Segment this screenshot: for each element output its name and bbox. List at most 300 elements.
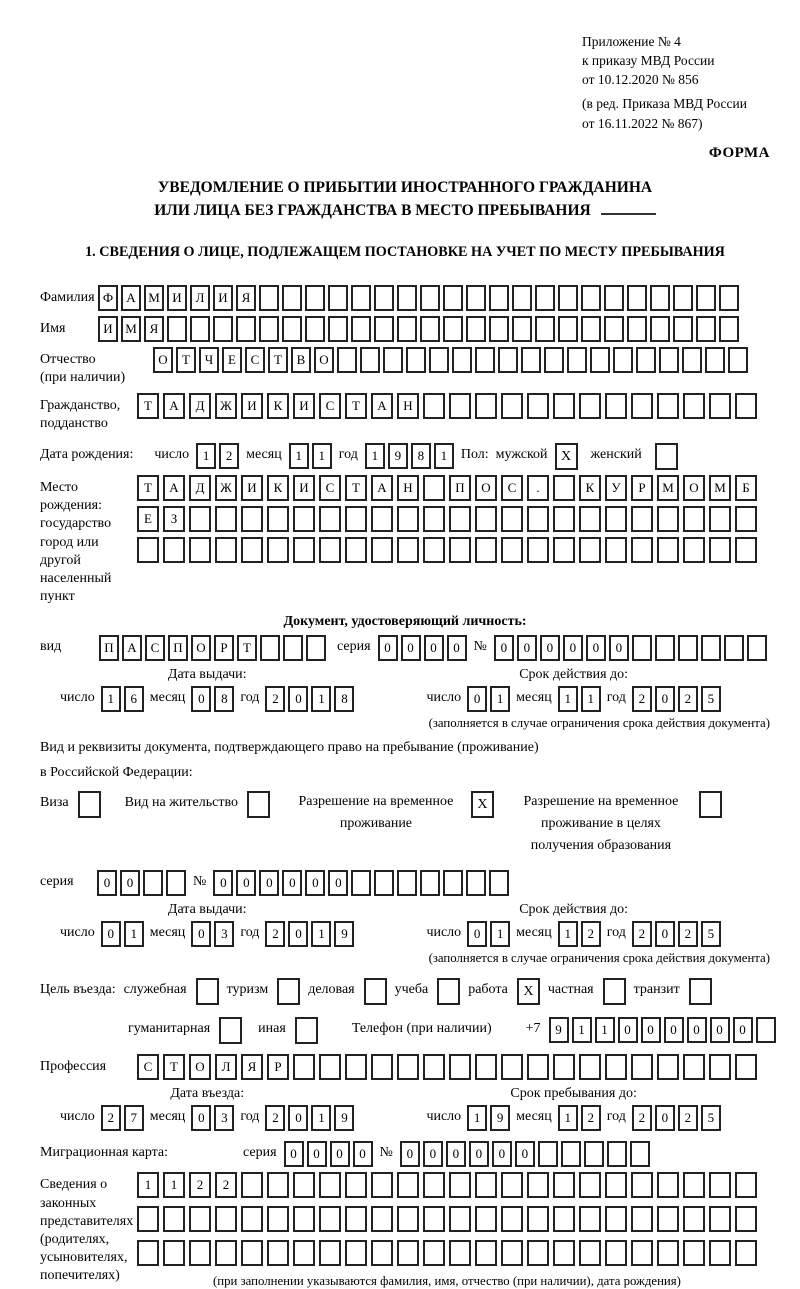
char-box[interactable] [657, 506, 679, 532]
char-box[interactable] [613, 347, 633, 373]
char-box[interactable]: Т [176, 347, 196, 373]
char-box[interactable] [423, 393, 445, 419]
char-box[interactable] [735, 1240, 757, 1266]
char-box[interactable] [259, 285, 279, 311]
char-box[interactable] [259, 316, 279, 342]
char-box[interactable]: Т [237, 635, 257, 661]
char-box[interactable] [137, 537, 159, 563]
char-box[interactable] [475, 1054, 497, 1080]
char-box[interactable] [657, 537, 679, 563]
char-box[interactable] [241, 1240, 263, 1266]
char-box[interactable] [683, 537, 705, 563]
char-box[interactable] [735, 537, 757, 563]
char-box[interactable] [683, 1054, 705, 1080]
char-box[interactable] [267, 1240, 289, 1266]
char-box[interactable] [282, 316, 302, 342]
char-box[interactable]: Д [189, 393, 211, 419]
char-box[interactable] [189, 537, 211, 563]
residence-series-field[interactable] [97, 870, 186, 896]
char-box[interactable] [466, 285, 486, 311]
char-box[interactable]: 2 [581, 1105, 601, 1131]
char-box[interactable] [293, 537, 315, 563]
char-box[interactable] [579, 393, 601, 419]
char-box[interactable]: 0 [288, 686, 308, 712]
char-box[interactable]: 2 [678, 686, 698, 712]
char-box[interactable] [319, 1206, 341, 1232]
char-box[interactable]: 0 [687, 1017, 707, 1043]
char-box[interactable] [420, 870, 440, 896]
char-box[interactable]: 3 [214, 1105, 234, 1131]
char-box[interactable]: 0 [618, 1017, 638, 1043]
char-box[interactable] [215, 1206, 237, 1232]
char-box[interactable] [397, 1172, 419, 1198]
char-box[interactable] [189, 1206, 211, 1232]
birth-day-field[interactable] [196, 443, 239, 469]
birth-place-field-row1[interactable] [137, 475, 757, 501]
issue-year-field[interactable] [265, 686, 354, 712]
char-box[interactable]: С [245, 347, 265, 373]
char-box[interactable] [657, 1054, 679, 1080]
char-box[interactable]: И [241, 475, 263, 501]
char-box[interactable]: 2 [632, 1105, 652, 1131]
char-box[interactable] [337, 347, 357, 373]
char-box[interactable]: 0 [446, 1141, 466, 1167]
purpose-work-checkbox[interactable]: X [517, 978, 540, 1005]
patronymic-field[interactable] [153, 347, 748, 373]
char-box[interactable]: 1 [311, 921, 331, 947]
char-box[interactable] [631, 537, 653, 563]
char-box[interactable]: 3 [214, 921, 234, 947]
char-box[interactable] [535, 316, 555, 342]
char-box[interactable] [420, 285, 440, 311]
char-box[interactable] [709, 506, 731, 532]
char-box[interactable]: С [145, 635, 165, 661]
char-box[interactable] [631, 506, 653, 532]
char-box[interactable] [449, 537, 471, 563]
char-box[interactable] [735, 1172, 757, 1198]
char-box[interactable]: О [314, 347, 334, 373]
char-box[interactable] [605, 537, 627, 563]
char-box[interactable] [137, 1240, 159, 1266]
char-box[interactable] [423, 1054, 445, 1080]
valid-month-field[interactable] [558, 686, 601, 712]
char-box[interactable] [371, 1054, 393, 1080]
char-box[interactable] [163, 1240, 185, 1266]
char-box[interactable] [328, 285, 348, 311]
char-box[interactable]: 0 [213, 870, 233, 896]
visa-checkbox[interactable] [78, 791, 101, 818]
char-box[interactable] [190, 316, 210, 342]
char-box[interactable]: 1 [595, 1017, 615, 1043]
char-box[interactable] [475, 1206, 497, 1232]
char-box[interactable] [724, 635, 744, 661]
char-box[interactable]: . [527, 475, 549, 501]
char-box[interactable] [579, 537, 601, 563]
char-box[interactable]: К [579, 475, 601, 501]
char-box[interactable]: 9 [549, 1017, 569, 1043]
entry-year-field[interactable] [265, 1105, 354, 1131]
char-box[interactable] [489, 285, 509, 311]
char-box[interactable]: Е [137, 506, 159, 532]
char-box[interactable] [466, 870, 486, 896]
char-box[interactable]: 0 [641, 1017, 661, 1043]
char-box[interactable]: 0 [540, 635, 560, 661]
char-box[interactable] [449, 1054, 471, 1080]
char-box[interactable] [163, 537, 185, 563]
char-box[interactable]: С [319, 475, 341, 501]
char-box[interactable]: О [683, 475, 705, 501]
char-box[interactable]: 8 [214, 686, 234, 712]
char-box[interactable]: 9 [388, 443, 408, 469]
char-box[interactable] [696, 285, 716, 311]
char-box[interactable] [527, 537, 549, 563]
char-box[interactable] [163, 1206, 185, 1232]
char-box[interactable] [673, 316, 693, 342]
char-box[interactable] [605, 1240, 627, 1266]
char-box[interactable] [166, 870, 186, 896]
char-box[interactable]: 0 [101, 921, 121, 947]
char-box[interactable] [581, 285, 601, 311]
residence-number-field[interactable] [213, 870, 509, 896]
residence-valid-day-field[interactable] [467, 921, 510, 947]
char-box[interactable] [489, 870, 509, 896]
char-box[interactable] [371, 1206, 393, 1232]
char-box[interactable] [605, 1054, 627, 1080]
char-box[interactable]: 0 [328, 870, 348, 896]
char-box[interactable]: С [137, 1054, 159, 1080]
char-box[interactable]: 0 [424, 635, 444, 661]
char-box[interactable]: 1 [137, 1172, 159, 1198]
char-box[interactable] [293, 1054, 315, 1080]
char-box[interactable]: 0 [353, 1141, 373, 1167]
char-box[interactable] [728, 347, 748, 373]
name-field[interactable] [98, 316, 739, 342]
char-box[interactable]: 0 [284, 1141, 304, 1167]
char-box[interactable]: А [122, 635, 142, 661]
char-box[interactable]: Т [137, 393, 159, 419]
char-box[interactable]: 2 [189, 1172, 211, 1198]
char-box[interactable] [657, 1206, 679, 1232]
char-box[interactable] [236, 316, 256, 342]
char-box[interactable] [328, 316, 348, 342]
char-box[interactable] [683, 1172, 705, 1198]
char-box[interactable] [475, 393, 497, 419]
char-box[interactable]: 0 [586, 635, 606, 661]
char-box[interactable] [607, 1141, 627, 1167]
representatives-field-row3[interactable] [137, 1240, 757, 1266]
char-box[interactable]: 0 [97, 870, 117, 896]
char-box[interactable] [423, 1240, 445, 1266]
char-box[interactable]: 0 [467, 921, 487, 947]
char-box[interactable]: 0 [469, 1141, 489, 1167]
char-box[interactable] [682, 347, 702, 373]
char-box[interactable] [143, 870, 163, 896]
char-box[interactable] [709, 393, 731, 419]
char-box[interactable] [215, 1240, 237, 1266]
char-box[interactable]: Ж [215, 475, 237, 501]
char-box[interactable]: 1 [365, 443, 385, 469]
char-box[interactable]: М [144, 285, 164, 311]
char-box[interactable] [374, 316, 394, 342]
char-box[interactable]: 0 [515, 1141, 535, 1167]
char-box[interactable] [579, 1240, 601, 1266]
char-box[interactable] [709, 1172, 731, 1198]
char-box[interactable] [420, 316, 440, 342]
char-box[interactable]: 2 [215, 1172, 237, 1198]
char-box[interactable] [501, 1054, 523, 1080]
char-box[interactable] [553, 537, 575, 563]
char-box[interactable] [449, 1240, 471, 1266]
char-box[interactable] [604, 285, 624, 311]
char-box[interactable]: 0 [191, 921, 211, 947]
char-box[interactable]: 2 [265, 921, 285, 947]
char-box[interactable]: 1 [124, 921, 144, 947]
char-box[interactable] [443, 316, 463, 342]
char-box[interactable] [345, 1172, 367, 1198]
char-box[interactable] [527, 1206, 549, 1232]
char-box[interactable] [553, 475, 575, 501]
char-box[interactable]: 0 [191, 686, 211, 712]
char-box[interactable] [657, 1240, 679, 1266]
char-box[interactable]: С [501, 475, 523, 501]
temp-residence-checkbox[interactable]: X [471, 791, 494, 818]
char-box[interactable]: 9 [334, 1105, 354, 1131]
char-box[interactable] [137, 1206, 159, 1232]
char-box[interactable] [650, 285, 670, 311]
char-box[interactable]: 1 [196, 443, 216, 469]
phone-field[interactable] [549, 1017, 776, 1043]
residence-permit-checkbox[interactable] [247, 791, 270, 818]
char-box[interactable] [527, 1054, 549, 1080]
char-box[interactable] [735, 1206, 757, 1232]
char-box[interactable]: Р [631, 475, 653, 501]
char-box[interactable]: 0 [401, 635, 421, 661]
char-box[interactable]: 0 [563, 635, 583, 661]
char-box[interactable] [283, 635, 303, 661]
char-box[interactable] [683, 1206, 705, 1232]
entry-day-field[interactable] [101, 1105, 144, 1131]
char-box[interactable] [397, 537, 419, 563]
residence-issue-month-field[interactable] [191, 921, 234, 947]
purpose-other-checkbox[interactable] [295, 1017, 318, 1044]
char-box[interactable]: 6 [124, 686, 144, 712]
char-box[interactable]: О [153, 347, 173, 373]
char-box[interactable]: 7 [124, 1105, 144, 1131]
char-box[interactable]: И [293, 393, 315, 419]
char-box[interactable] [374, 870, 394, 896]
char-box[interactable] [319, 506, 341, 532]
char-box[interactable] [397, 316, 417, 342]
char-box[interactable] [293, 1240, 315, 1266]
issue-month-field[interactable] [191, 686, 234, 712]
char-box[interactable]: У [605, 475, 627, 501]
char-box[interactable]: В [291, 347, 311, 373]
char-box[interactable] [527, 1172, 549, 1198]
char-box[interactable] [351, 870, 371, 896]
char-box[interactable] [632, 635, 652, 661]
char-box[interactable]: И [241, 393, 263, 419]
char-box[interactable]: 2 [101, 1105, 121, 1131]
char-box[interactable] [735, 506, 757, 532]
char-box[interactable] [512, 285, 532, 311]
stay-day-field[interactable] [467, 1105, 510, 1131]
char-box[interactable] [579, 1054, 601, 1080]
char-box[interactable] [657, 393, 679, 419]
char-box[interactable]: Е [222, 347, 242, 373]
char-box[interactable]: 0 [494, 635, 514, 661]
birth-year-field[interactable] [365, 443, 454, 469]
char-box[interactable] [383, 347, 403, 373]
char-box[interactable]: 0 [467, 686, 487, 712]
char-box[interactable] [397, 1054, 419, 1080]
valid-year-field[interactable] [632, 686, 721, 712]
purpose-transit-checkbox[interactable] [689, 978, 712, 1005]
char-box[interactable] [167, 316, 187, 342]
char-box[interactable] [423, 475, 445, 501]
char-box[interactable] [579, 506, 601, 532]
residence-issue-day-field[interactable] [101, 921, 144, 947]
char-box[interactable]: 0 [733, 1017, 753, 1043]
char-box[interactable] [501, 393, 523, 419]
purpose-private-checkbox[interactable] [603, 978, 626, 1005]
char-box[interactable]: Ж [215, 393, 237, 419]
char-box[interactable] [709, 1054, 731, 1080]
char-box[interactable]: И [98, 316, 118, 342]
char-box[interactable]: 0 [609, 635, 629, 661]
char-box[interactable] [305, 316, 325, 342]
char-box[interactable]: 0 [492, 1141, 512, 1167]
char-box[interactable] [636, 347, 656, 373]
char-box[interactable]: А [163, 393, 185, 419]
char-box[interactable] [605, 1206, 627, 1232]
char-box[interactable] [489, 316, 509, 342]
char-box[interactable] [756, 1017, 776, 1043]
char-box[interactable] [501, 1240, 523, 1266]
char-box[interactable] [558, 316, 578, 342]
char-box[interactable]: О [475, 475, 497, 501]
char-box[interactable]: 1 [311, 1105, 331, 1131]
char-box[interactable]: 2 [265, 686, 285, 712]
char-box[interactable] [747, 635, 767, 661]
char-box[interactable] [501, 1206, 523, 1232]
char-box[interactable] [709, 537, 731, 563]
char-box[interactable]: 8 [411, 443, 431, 469]
char-box[interactable]: 1 [163, 1172, 185, 1198]
char-box[interactable]: Ф [98, 285, 118, 311]
char-box[interactable]: М [657, 475, 679, 501]
char-box[interactable] [371, 537, 393, 563]
char-box[interactable] [475, 1172, 497, 1198]
char-box[interactable] [512, 316, 532, 342]
char-box[interactable] [475, 347, 495, 373]
purpose-tourism-checkbox[interactable] [277, 978, 300, 1005]
char-box[interactable]: 0 [288, 921, 308, 947]
char-box[interactable]: 1 [289, 443, 309, 469]
char-box[interactable]: П [99, 635, 119, 661]
char-box[interactable] [579, 1172, 601, 1198]
char-box[interactable]: Я [144, 316, 164, 342]
entry-month-field[interactable] [191, 1105, 234, 1131]
char-box[interactable]: 1 [311, 686, 331, 712]
char-box[interactable] [683, 506, 705, 532]
char-box[interactable]: 1 [558, 921, 578, 947]
representatives-field-row1[interactable] [137, 1172, 757, 1198]
gender-male-checkbox[interactable]: X [555, 443, 578, 470]
char-box[interactable] [319, 537, 341, 563]
char-box[interactable] [282, 285, 302, 311]
char-box[interactable] [719, 316, 739, 342]
char-box[interactable] [374, 285, 394, 311]
residence-valid-year-field[interactable] [632, 921, 721, 947]
char-box[interactable] [705, 347, 725, 373]
char-box[interactable]: 0 [305, 870, 325, 896]
char-box[interactable] [267, 1206, 289, 1232]
char-box[interactable]: Т [345, 393, 367, 419]
char-box[interactable] [305, 285, 325, 311]
char-box[interactable]: 0 [517, 635, 537, 661]
char-box[interactable] [501, 506, 523, 532]
char-box[interactable] [449, 1206, 471, 1232]
char-box[interactable] [306, 635, 326, 661]
char-box[interactable] [535, 285, 555, 311]
char-box[interactable] [397, 1240, 419, 1266]
purpose-business-checkbox[interactable] [364, 978, 387, 1005]
char-box[interactable] [397, 1206, 419, 1232]
char-box[interactable] [351, 285, 371, 311]
char-box[interactable] [650, 316, 670, 342]
char-box[interactable] [429, 347, 449, 373]
char-box[interactable] [449, 393, 471, 419]
char-box[interactable]: 2 [219, 443, 239, 469]
char-box[interactable] [657, 1172, 679, 1198]
char-box[interactable] [709, 1206, 731, 1232]
char-box[interactable]: З [163, 506, 185, 532]
char-box[interactable]: И [293, 475, 315, 501]
gender-female-checkbox[interactable] [655, 443, 678, 470]
char-box[interactable] [371, 1172, 393, 1198]
char-box[interactable]: И [167, 285, 187, 311]
char-box[interactable]: К [267, 475, 289, 501]
char-box[interactable] [673, 285, 693, 311]
char-box[interactable] [527, 1240, 549, 1266]
purpose-study-checkbox[interactable] [437, 978, 460, 1005]
char-box[interactable] [631, 1206, 653, 1232]
char-box[interactable] [475, 537, 497, 563]
char-box[interactable] [267, 506, 289, 532]
char-box[interactable]: 8 [334, 686, 354, 712]
char-box[interactable] [241, 506, 263, 532]
char-box[interactable]: 1 [490, 686, 510, 712]
char-box[interactable] [655, 635, 675, 661]
char-box[interactable] [631, 1240, 653, 1266]
char-box[interactable]: 1 [572, 1017, 592, 1043]
char-box[interactable] [345, 537, 367, 563]
char-box[interactable] [423, 1206, 445, 1232]
char-box[interactable] [544, 347, 564, 373]
char-box[interactable] [627, 285, 647, 311]
char-box[interactable]: 9 [490, 1105, 510, 1131]
char-box[interactable] [701, 635, 721, 661]
char-box[interactable] [567, 347, 587, 373]
char-box[interactable] [213, 316, 233, 342]
char-box[interactable]: 0 [259, 870, 279, 896]
char-box[interactable] [683, 1240, 705, 1266]
char-box[interactable] [678, 635, 698, 661]
char-box[interactable]: И [213, 285, 233, 311]
char-box[interactable]: Я [241, 1054, 263, 1080]
char-box[interactable] [558, 285, 578, 311]
char-box[interactable] [527, 506, 549, 532]
